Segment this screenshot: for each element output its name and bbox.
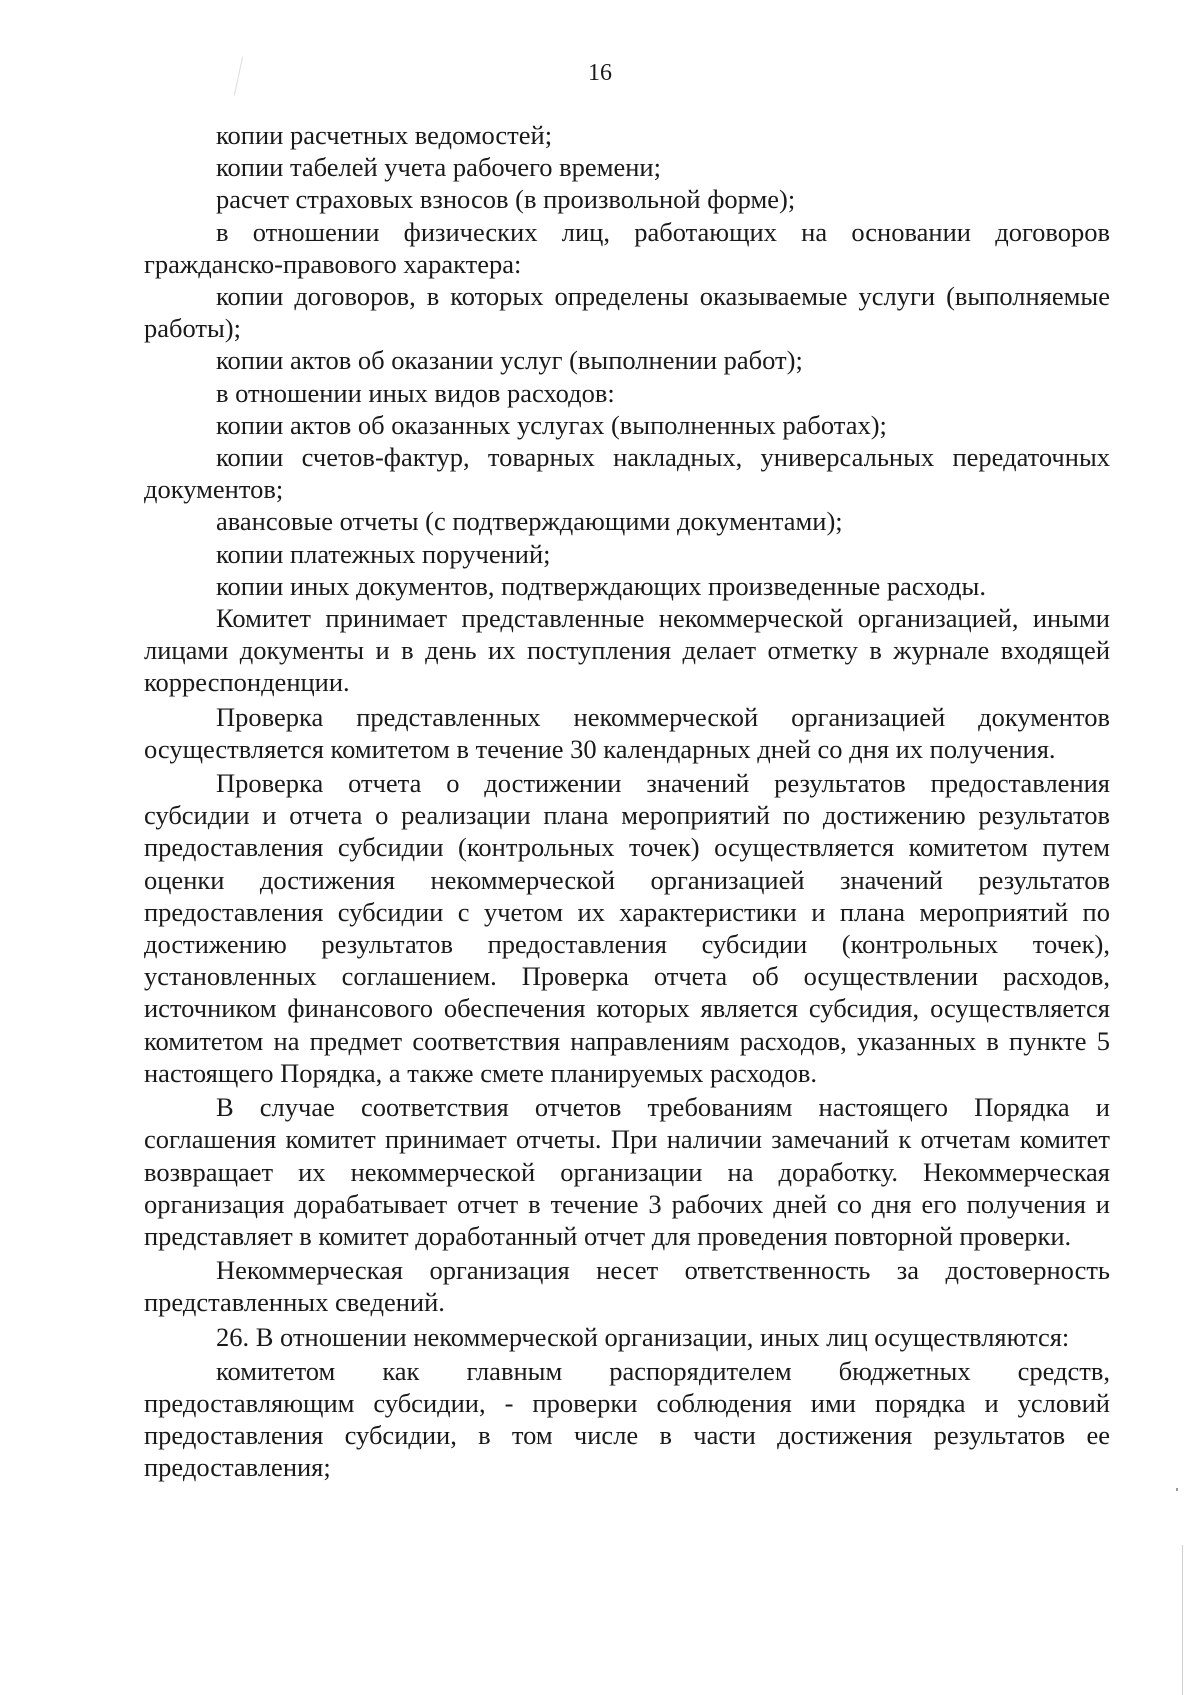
document-body bbox=[144, 119, 1110, 1484]
paragraph-individuals-contracts: в отношении физических лиц, работающих на основании договоров гражданско-правового характера: bbox=[144, 216, 1110, 279]
paragraph-contract-copies: копии договоров, в которых определены оказываемые услуги (выполняемые работы); bbox=[144, 281, 1110, 344]
paragraph-invoices: копии счетов-фактур, товарных накладных, универсальных передаточных документов; bbox=[144, 442, 1110, 505]
paragraph-payroll-copies: копии расчетных ведомостей; bbox=[216, 120, 553, 150]
paragraph-report-compliance: В случае соответствия отчетов требованиям настоящего Порядка и соглашения комитет принимает отчеты. При наличии замечаний к отчетам комитет возвращает их некоммерческой организации на доработку. Некоммерческая организация дорабатывает отчет в течение 3 рабочих дней со дня его получения и представляет в комитет доработанный отчет для проведения повторной проверки. bbox=[144, 1092, 1110, 1251]
paragraph-other-expenses: в отношении иных видов расходов: bbox=[216, 377, 615, 408]
paragraph-report-check: Проверка отчета о достижении значений результатов предоставления субсидии и отчета о реализации плана мероприятий по достижению результатов предоставления субсидии (контрольных точек) осуществляется комитетом путем оценки достижения некоммерческой организацией значений результатов предоставления субсидии с учетом их характеристики и плана мероприятий по достижению результатов предоставления субсидии (контрольных точек), установленных соглашением. Проверка отчета об осуществлении расходов, источником финансового обеспечения которых является субсидия, осуществляется комитетом на предмет соответствия направлениям расходов, указанных в пункте 5 настоящего Порядка, а также смете планируемых расходов. bbox=[144, 768, 1110, 1088]
paragraph-insurance-calculation: расчет страховых взносов (в произвольной форме); bbox=[216, 184, 796, 215]
paragraph-other-documents: копии иных документов, подтверждающих произведенные расходы. bbox=[216, 570, 986, 601]
paragraph-committee-checks: комитетом как главным распорядителем бюджетных средств, предоставляющим субсидии, - проверки соблюдения ими порядка и условий предоставления субсидии, в том числе в части достижения результатов ее предоставления; bbox=[144, 1355, 1110, 1483]
paragraph-service-acts: копии актов об оказании услуг (выполнении работ); bbox=[216, 345, 803, 376]
paragraph-item-26: 26. В отношении некоммерческой организации, иных лиц осуществляются: bbox=[216, 1321, 1070, 1352]
page-number: 16 bbox=[588, 60, 612, 86]
paragraph-advance-reports: авансовые отчеты (с подтверждающими документами); bbox=[216, 506, 843, 537]
paragraph-responsibility: Некоммерческая организация несет ответственность за достоверность представленных сведений. bbox=[144, 1255, 1110, 1318]
paragraph-provided-service-acts: копии актов об оказанных услугах (выполненных работах); bbox=[216, 409, 887, 440]
paragraph-committee-accepts: Комитет принимает представленные некоммерческой организацией, иными лицами документы и в день их поступления делает отметку в журнале входящей корреспонденции. bbox=[144, 603, 1110, 698]
scan-artifact-dot bbox=[1176, 1488, 1178, 1491]
paragraph-timesheet-copies: копии табелей учета рабочего времени; bbox=[216, 152, 661, 183]
paragraph-document-check: Проверка представленных некоммерческой организацией документов осуществляется комитетом в течение 30 календарных дней со дня их получения. bbox=[144, 701, 1110, 764]
paragraph-payment-orders: копии платежных поручений; bbox=[216, 538, 551, 569]
scan-artifact-edge bbox=[1182, 1545, 1183, 1695]
